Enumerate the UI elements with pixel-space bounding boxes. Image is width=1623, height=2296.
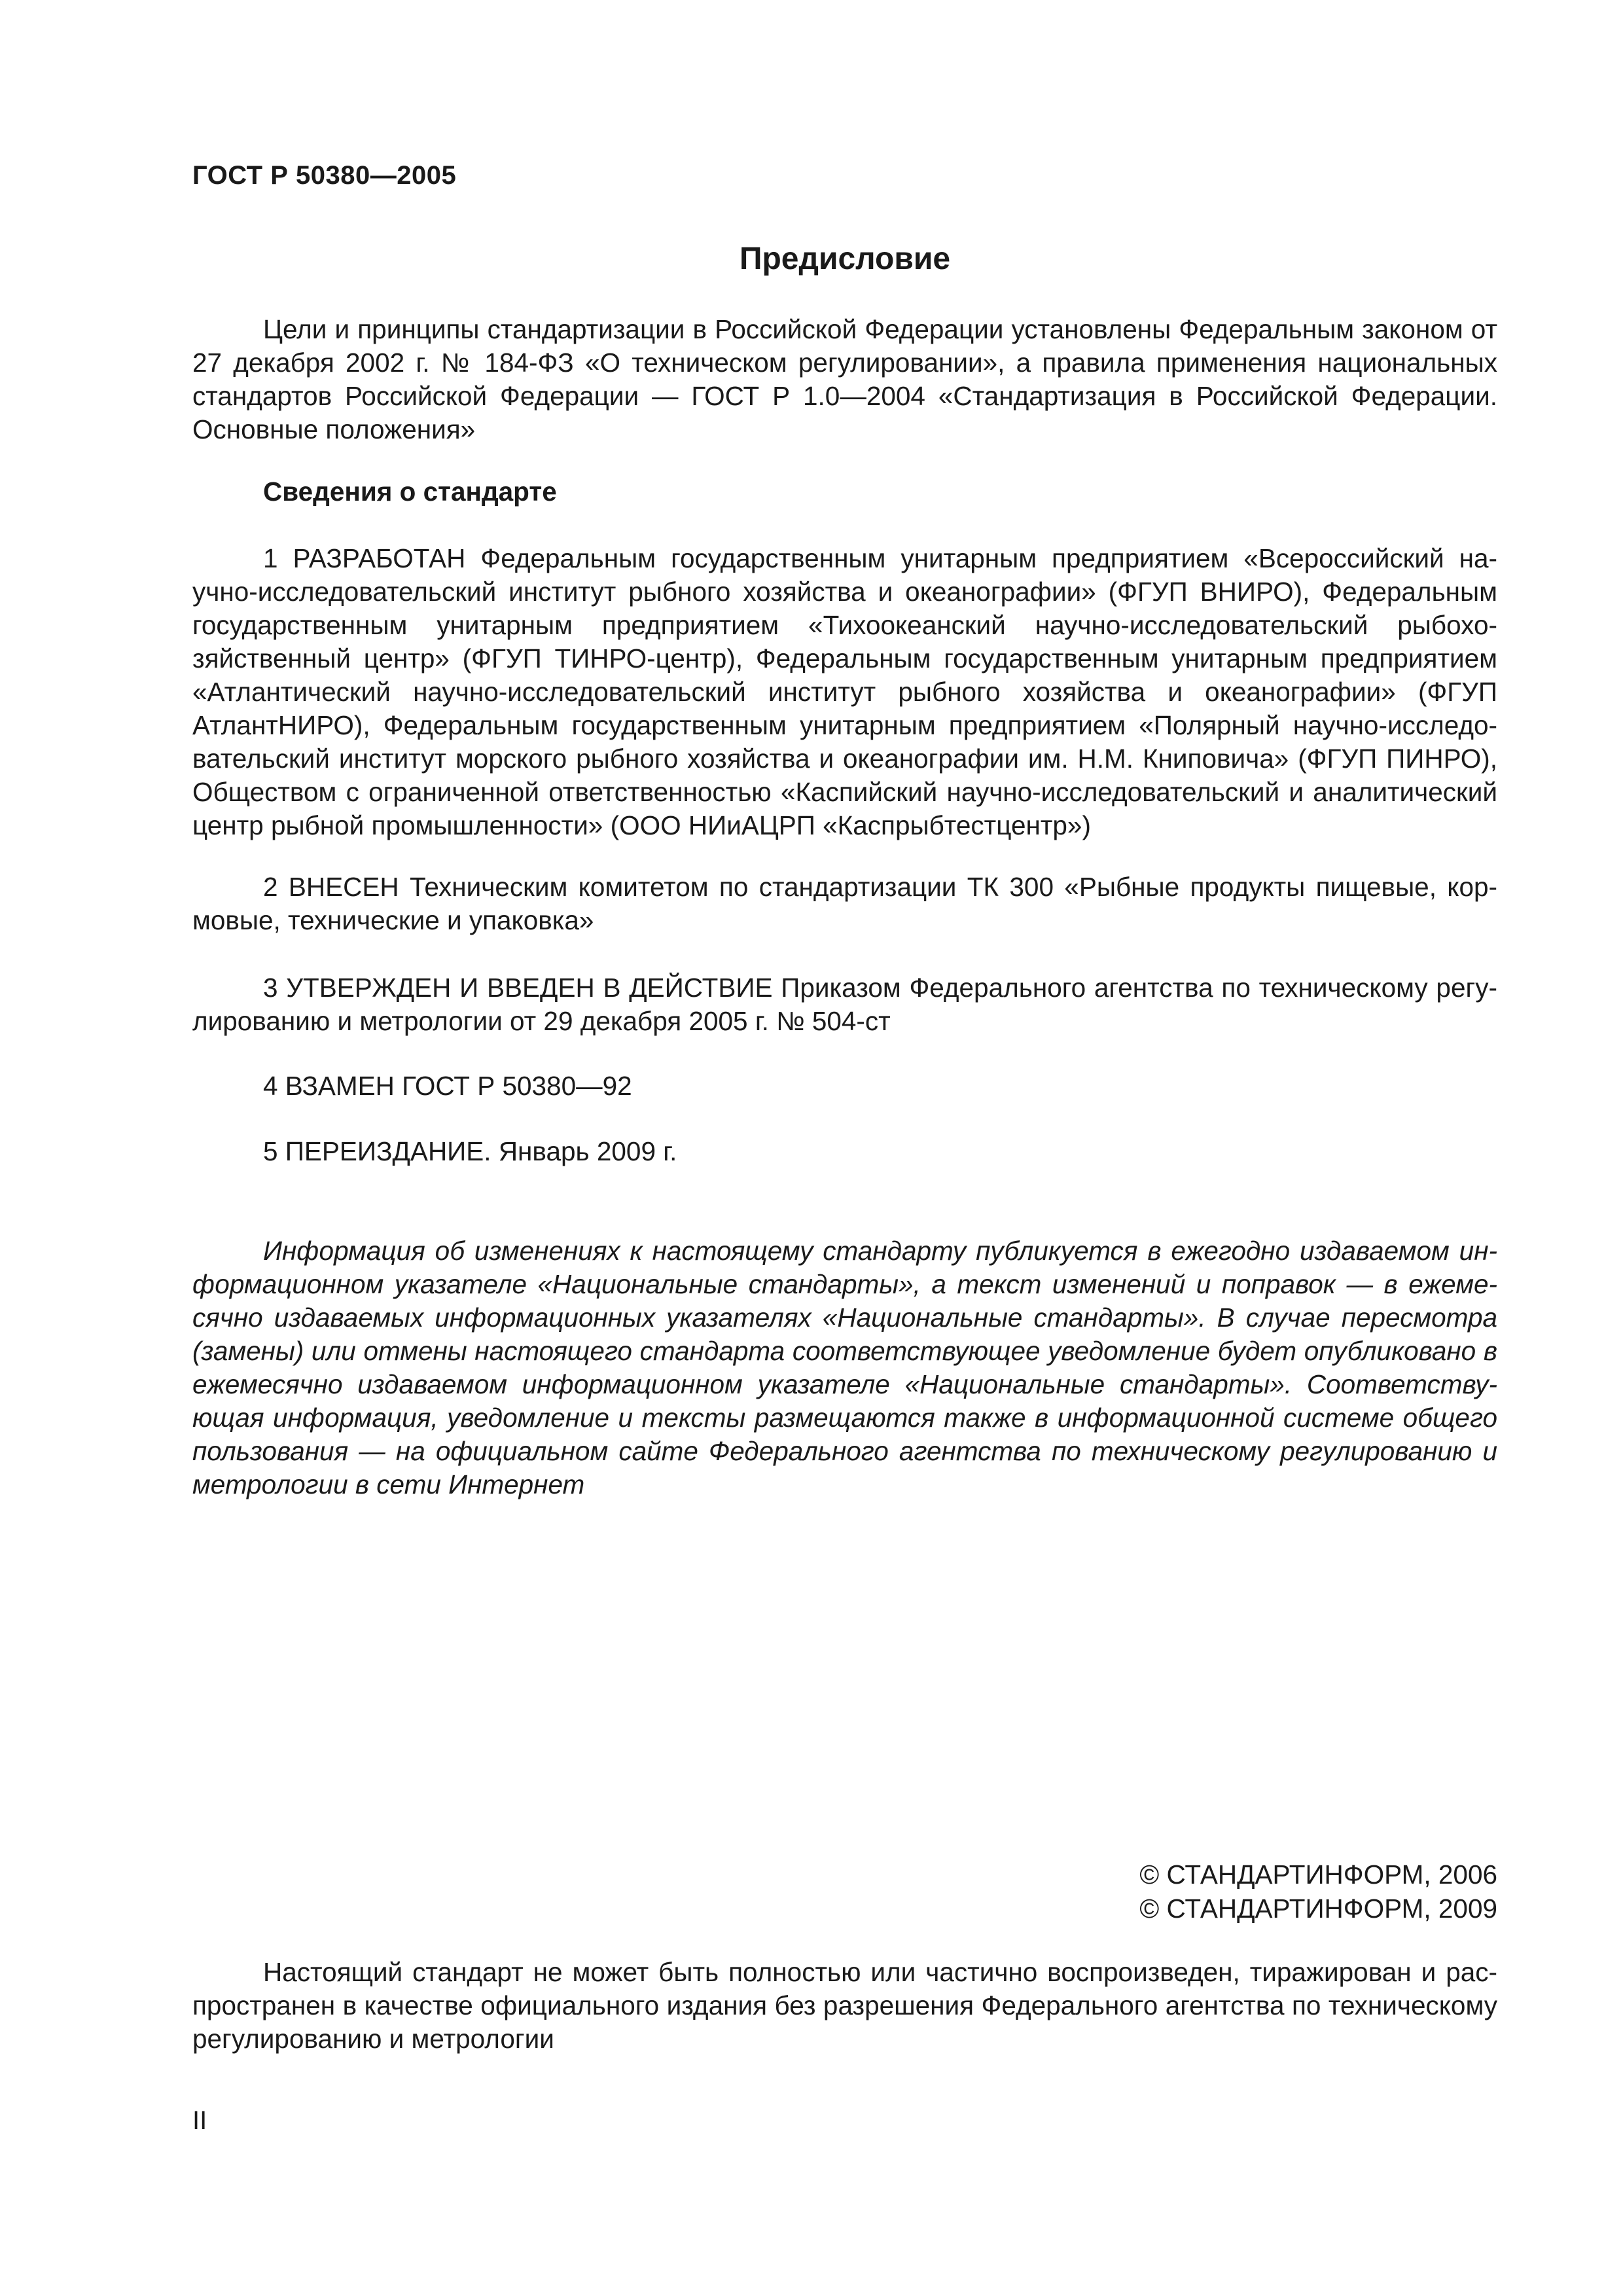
item-reissue: 5 ПЕРЕИЗДАНИЕ. Январь 2009 г. [263, 1136, 677, 1166]
item-developed: 1 РАЗРАБОТАН Федеральным государственным унитарным предприятием «Всероссийский научно-исследовательский институт рыбного хозяйства и океанографии» (ФГУП ВНИРО), Федеральным государственным унитарным предприятием «Тихоокеанский научно-исследовательский рыбохозяйственный центр» (ФГУП ТИНРО-центр), Федеральным государственным унитарным предприятием «Атлантический научно-исследовательский институт рыбного хозяйства и океанографии» (ФГУП АтлантНИРО), Федеральным государственным унитарным предприятием «Полярный научно-исследовательский институт морского рыбного хозяйства и океанографии им. Н.М. Книповича» (ФГУП ПИНРО), Обществом с ограниченной ответственностью «Каспийский научно-исследовательский и аналитический центр рыбной промышленности» (ООО НИиАЦРП «Каспрыбтестцентр») [192, 543, 1497, 840]
rights-notice-paragraph: Настоящий стандарт не может быть полностью или частично воспроизведен, тиражирован и распространен в качестве официального издания без разрешения Федерального агентства по техническому регулированию и метрологии [192, 1957, 1497, 2054]
copyright-line: © СТАНДАРТИНФОРМ, 2006 [1139, 1859, 1497, 1890]
item-introduced: 2 ВНЕСЕН Техническим комитетом по стандартизации ТК 300 «Рыбные продукты пищевые, кормовые, технические и упаковка» [192, 872, 1497, 935]
changes-notice-paragraph: Информация об изменениях к настоящему стандарту публикуется в ежегодно издаваемом информационном указателе «Национальные стандарты», а текст изменений и поправок — в ежемесячно издаваемых информационных указателях «Национальные стандарты». В случае пересмотра (замены) или отмены настоящего стандарта соответствующее уведомление будет опубликовано в ежемесячно издаваемом информационном указателе «Национальные стандарты». Соответствующая информация, уведомление и тексты размещаются также в информационной системе общего пользования — на официальном сайте Федерального агентства по техническому регулированию и метрологии в сети Интернет [192, 1236, 1497, 1499]
intro-paragraph: Цели и принципы стандартизации в Российской Федерации установлены Федеральным законом от 27 декабря 2002 г. № 184-ФЗ «О техническом регулировании», а правила применения национальных стандартов Российской Федерации — ГОСТ Р 1.0—2004 «Стандартизация в Российской Федерации. Основные положения» [192, 314, 1497, 444]
standard-info-heading: Сведения о стандарте [263, 476, 557, 507]
copyright-block [1139, 1857, 1497, 1926]
item-approved: 3 УТВЕРЖДЕН И ВВЕДЕН В ДЕЙСТВИЕ Приказом Федерального агентства по техническому регулированию и метрологии от 29 декабря 2005 г. № 504-ст [192, 973, 1497, 1036]
document-code-header: ГОСТ Р 50380—2005 [192, 161, 457, 190]
copyright-line: © СТАНДАРТИНФОРМ, 2009 [1139, 1893, 1497, 1924]
item-replaces: 4 ВЗАМЕН ГОСТ Р 50380—92 [263, 1071, 632, 1101]
page-number: II [192, 2106, 207, 2135]
page-title: Предисловие [739, 242, 951, 276]
